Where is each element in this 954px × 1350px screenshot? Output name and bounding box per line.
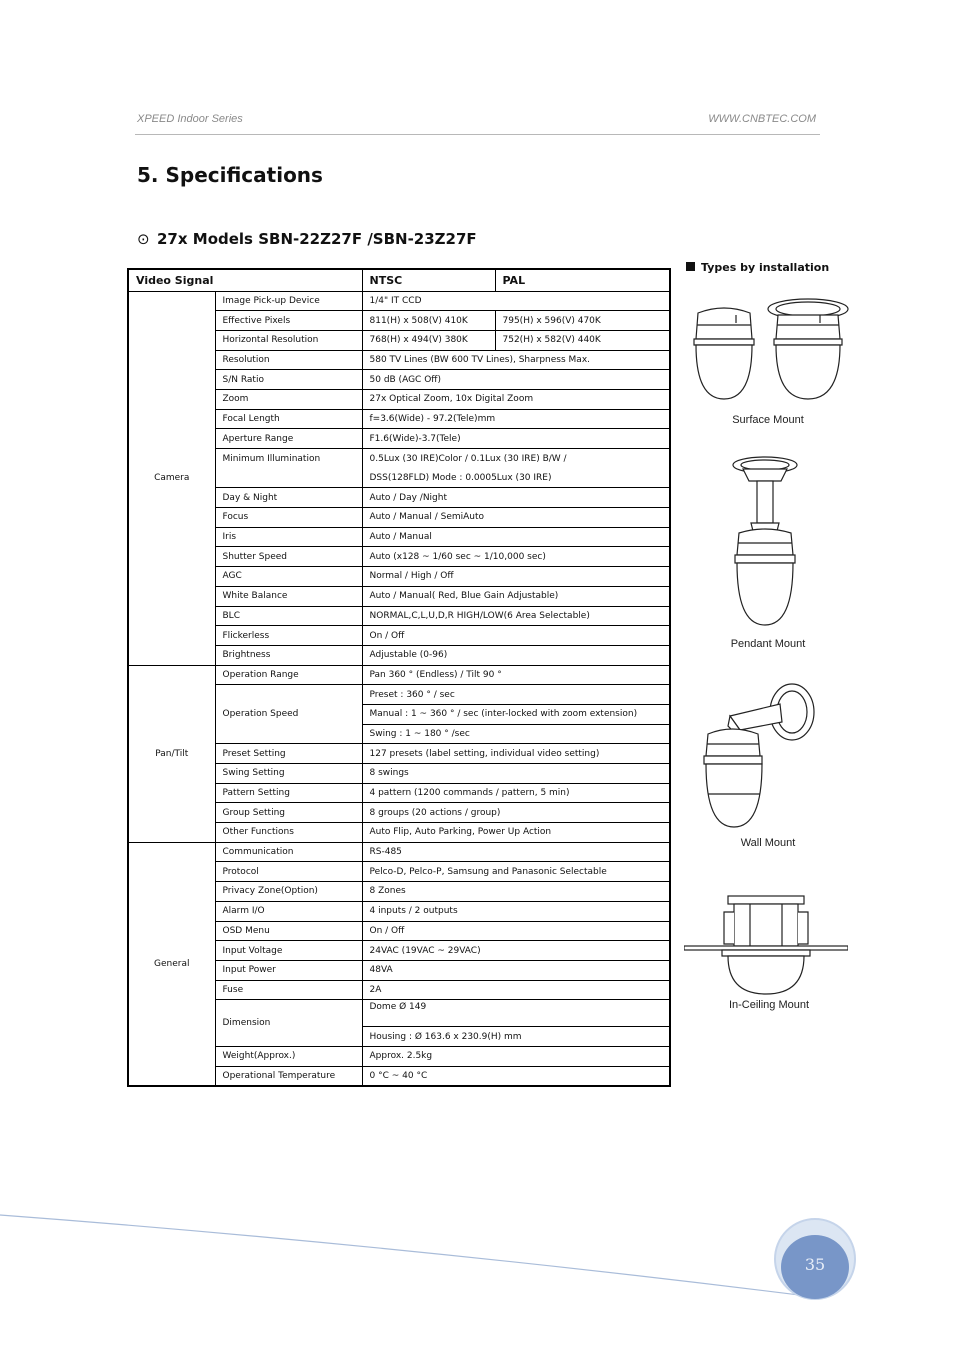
row-value: 127 presets (label setting, individual video setting)	[362, 744, 670, 764]
row-value: Approx. 2.5kg	[362, 1046, 670, 1066]
in-ceiling-mount-label: In-Ceiling Mount	[728, 999, 810, 1011]
row-label: Weight(Approx.)	[215, 1046, 362, 1066]
row-value: Swing : 1 ~ 180 ° /sec	[362, 724, 670, 744]
header-video-signal: Video Signal	[128, 269, 362, 291]
row-value: Adjustable (0-96)	[362, 645, 670, 665]
row-label: Preset Setting	[215, 744, 362, 764]
table-row	[128, 291, 670, 311]
row-label: Focus	[215, 508, 362, 528]
row-value: 0 °C ~ 40 °C	[362, 1066, 670, 1086]
row-value: 580 TV Lines (BW 600 TV Lines), Sharpness Max.	[362, 350, 670, 370]
row-value: Normal / High / Off	[362, 567, 670, 587]
circle-bullet-icon: ⊙	[137, 230, 150, 248]
row-label: Horizontal Resolution	[215, 330, 362, 350]
pendant-mount-label: Pendant Mount	[730, 638, 806, 650]
row-value: 8 groups (20 actions / group)	[362, 803, 670, 823]
page-number: 35	[804, 1255, 826, 1274]
row-label: Protocol	[215, 862, 362, 882]
table-row	[128, 842, 670, 862]
header-pal: PAL	[495, 269, 670, 291]
header-ntsc: NTSC	[362, 269, 495, 291]
footer-line-decoration	[0, 1205, 820, 1305]
row-label: Operational Temperature	[215, 1066, 362, 1086]
row-label: Other Functions	[215, 823, 362, 843]
row-label: Communication	[215, 842, 362, 862]
row-label: Dimension	[215, 1000, 362, 1047]
row-value: Manual : 1 ~ 360 ° / sec (inter-locked with zoom extension)	[362, 704, 670, 724]
installation-heading	[686, 261, 829, 274]
row-label: Privacy Zone(Option)	[215, 882, 362, 902]
row-value: F1.6(Wide)-3.7(Tele)	[362, 429, 670, 449]
group-pantilt: Pan/Tilt	[128, 665, 215, 842]
row-value: Dome Ø 149	[362, 1000, 670, 1027]
row-label: Brightness	[215, 645, 362, 665]
row-value: 24VAC (19VAC ~ 29VAC)	[362, 941, 670, 961]
row-value: On / Off	[362, 626, 670, 646]
square-bullet-icon	[686, 262, 695, 271]
table-header-row	[128, 269, 670, 291]
row-label: Pattern Setting	[215, 783, 362, 803]
row-label: Resolution	[215, 350, 362, 370]
header-divider	[135, 134, 820, 135]
row-value: On / Off	[362, 921, 670, 941]
row-label: Focal Length	[215, 409, 362, 429]
row-value-ntsc: 811(H) x 508(V) 410K	[362, 311, 495, 331]
row-value-pal: 795(H) x 596(V) 470K	[495, 311, 670, 331]
row-label: Operation Speed	[215, 685, 362, 744]
row-value: 50 dB (AGC Off)	[362, 370, 670, 390]
row-value: Auto (x128 ~ 1/60 sec ~ 1/10,000 sec)	[362, 547, 670, 567]
row-label: Swing Setting	[215, 764, 362, 784]
row-value: 0.5Lux (30 IRE)Color / 0.1Lux (30 IRE) B/W /	[362, 449, 670, 469]
row-label: Zoom	[215, 389, 362, 409]
wall-mount-label: Wall Mount	[740, 837, 796, 849]
group-general: General	[128, 842, 215, 1086]
row-label: Day & Night	[215, 488, 362, 508]
row-value: Pelco-D, Pelco-P, Samsung and Panasonic Selectable	[362, 862, 670, 882]
row-value: 48VA	[362, 960, 670, 980]
row-value: Housing : Ø 163.6 x 230.9(H) mm	[362, 1027, 670, 1047]
row-label: Minimum Illumination	[215, 449, 362, 488]
spec-table	[127, 268, 671, 1087]
installation-heading-text: Types by installation	[701, 261, 830, 274]
row-value: Auto / Manual / SemiAuto	[362, 508, 670, 528]
header-series: XPEED Indoor Series	[137, 113, 243, 125]
row-value: DSS(128FLD) Mode : 0.0005Lux (30 IRE)	[362, 468, 670, 488]
row-label: AGC	[215, 567, 362, 587]
row-label: Aperture Range	[215, 429, 362, 449]
row-value-pal: 752(H) x 582(V) 440K	[495, 330, 670, 350]
row-label: Group Setting	[215, 803, 362, 823]
row-label: BLC	[215, 606, 362, 626]
row-label: White Balance	[215, 586, 362, 606]
row-label: Input Voltage	[215, 941, 362, 961]
row-label: Iris	[215, 527, 362, 547]
row-value: Preset : 360 ° / sec	[362, 685, 670, 705]
row-value: Pan 360 ° (Endless) / Tilt 90 °	[362, 665, 670, 685]
row-value: 4 pattern (1200 commands / pattern, 5 min)	[362, 783, 670, 803]
group-camera: Camera	[128, 291, 215, 665]
row-value: 27x Optical Zoom, 10x Digital Zoom	[362, 389, 670, 409]
surface-mount-label: Surface Mount	[732, 414, 804, 426]
row-value: NORMAL,C,L,U,D,R HIGH/LOW(6 Area Selectable)	[362, 606, 670, 626]
row-value: 2A	[362, 980, 670, 1000]
model-subtitle-text: 27x Models SBN-22Z27F /SBN-23Z27F	[157, 230, 477, 248]
row-label: Flickerless	[215, 626, 362, 646]
row-label: Operation Range	[215, 665, 362, 685]
row-label: Shutter Speed	[215, 547, 362, 567]
row-label: Input Power	[215, 960, 362, 980]
row-value: 1/4" IT CCD	[362, 291, 670, 311]
row-value: Auto Flip, Auto Parking, Power Up Action	[362, 823, 670, 843]
pendant-mount-drawing-icon	[725, 455, 805, 630]
row-label: Alarm I/O	[215, 901, 362, 921]
row-label: Effective Pixels	[215, 311, 362, 331]
row-label: OSD Menu	[215, 921, 362, 941]
row-value: 4 inputs / 2 outputs	[362, 901, 670, 921]
wall-mount-drawing-icon	[700, 682, 820, 832]
section-title: 5. Specifications	[137, 163, 323, 187]
row-label: S/N Ratio	[215, 370, 362, 390]
row-value: f=3.6(Wide) - 97.2(Tele)mm	[362, 409, 670, 429]
row-value: 8 Zones	[362, 882, 670, 902]
row-label: Fuse	[215, 980, 362, 1000]
row-value: Auto / Manual	[362, 527, 670, 547]
row-value-ntsc: 768(H) x 494(V) 380K	[362, 330, 495, 350]
model-subtitle	[137, 230, 477, 248]
row-value: Auto / Manual( Red, Blue Gain Adjustable)	[362, 586, 670, 606]
surface-mount-drawing-icon	[690, 295, 850, 405]
table-row	[128, 665, 670, 685]
row-value: RS-485	[362, 842, 670, 862]
in-ceiling-mount-drawing-icon	[684, 892, 848, 997]
row-label: Image Pick-up Device	[215, 291, 362, 311]
header-website: WWW.CNBTEC.COM	[708, 113, 816, 125]
row-value: 8 swings	[362, 764, 670, 784]
row-value: Auto / Day /Night	[362, 488, 670, 508]
